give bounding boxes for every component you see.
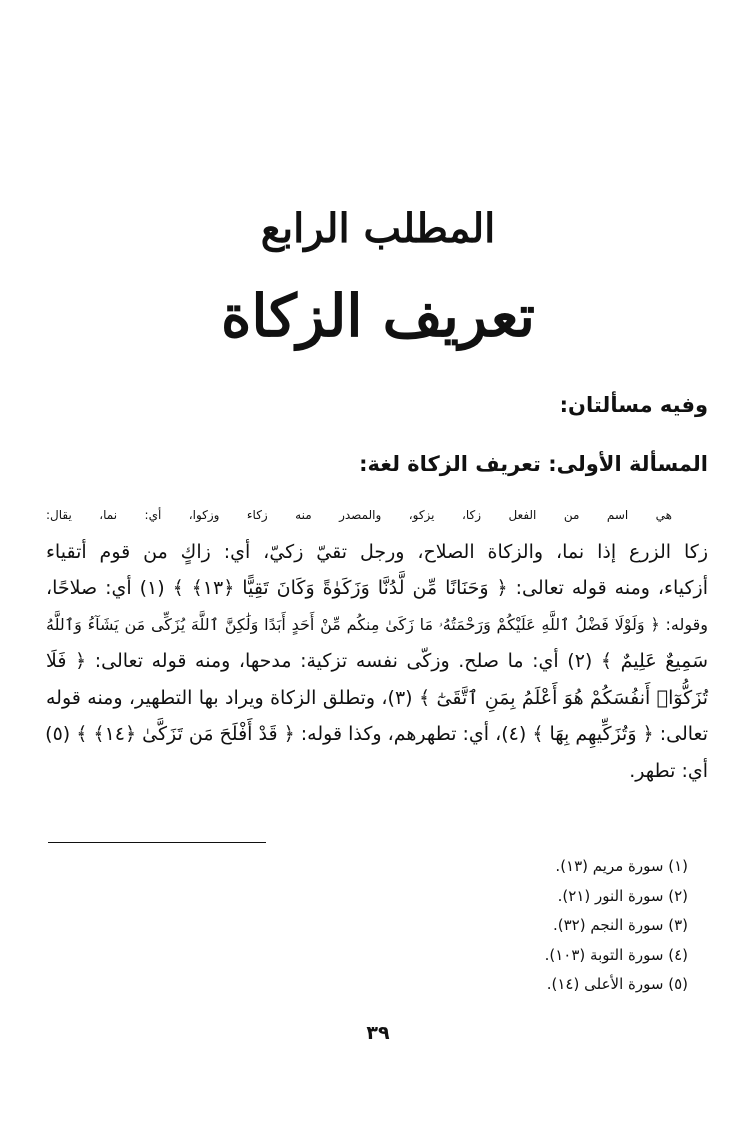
body-line: سَمِيعٌ عَلِيمٌ ﴾ (٢) أي: ما صلح. وزكّى نفسه تزكية: مدحها، ومنه قوله تعالى: ﴿ فَلَا <box>46 650 708 672</box>
body-line: هي اسم من الفعل زكا، يزكو، والمصدر منه زكاء وزكوا، أي: نما، يقال: <box>46 508 672 522</box>
footnotes <box>48 852 688 1000</box>
footnote-divider <box>48 842 266 843</box>
body-line: زكا الزرع إذا نما، والزكاة الصلاح، ورجل تقيّ زكيّ، أي: زاكٍ من قوم أتقياء <box>46 540 708 563</box>
footnote: (١) سورة مريم (١٣). <box>555 857 688 875</box>
page-number: ٣٩ <box>366 1022 390 1044</box>
chapter-subtitle: المطلب الرابع <box>260 205 496 252</box>
body-line: تُزَكُّوٓا۟ أَنفُسَكُمْ هُوَ أَعْلَمُ بِمَنِ ٱتَّقَىٰٓ ﴾ (٣)، وتطلق الزكاة ويراد بها التطهير، ومنه قوله <box>46 686 708 709</box>
footnote: (٢) سورة النور (٢١). <box>557 886 688 905</box>
footnote: (٣) سورة النجم (٣٢). <box>552 916 688 934</box>
section-intro-heading: وفيه مسألتان: <box>559 393 708 417</box>
body-line: وقوله: ﴿ وَلَوْلَا فَضْلُ ٱللَّهِ عَلَيْكُمْ وَرَحْمَتُهُۥ مَا زَكَىٰ مِنكُم مِّنْ أَحَدٍ أَبَدًا وَلَٰكِنَّ ٱللَّهَ يُزَكِّى مَن يَشَآءُ وَٱللَّهُ <box>46 614 708 634</box>
footnote: (٤) سورة التوبة (١٠٣). <box>544 945 688 964</box>
body-line: تعالى: ﴿ وَتُزَكِّيهِم بِهَا ﴾ (٤)، أي: تطهرهم، وكذا قوله: ﴿ قَدْ أَفْلَحَ مَن تَزَكَّىٰ ﴿١٤﴾ ﴾ (٥) <box>45 723 708 745</box>
issue-one-heading: المسألة الأولى: تعريف الزكاة لغة: <box>359 452 708 476</box>
body-paragraph <box>46 497 708 789</box>
body-line: أزكياء، ومنه قوله تعالى: ﴿ وَحَنَانًا مِّن لَّدُنَّا وَزَكَوٰةً وَكَانَ تَقِيًّا ﴿١٣﴾ ﴾ (١) أي: صلاحًا، <box>46 577 708 599</box>
body-line: أي: تطهر. <box>629 759 708 782</box>
footnote: (٥) سورة الأعلى (١٤). <box>546 975 688 993</box>
chapter-title: تعريف الزكاة <box>221 282 535 350</box>
